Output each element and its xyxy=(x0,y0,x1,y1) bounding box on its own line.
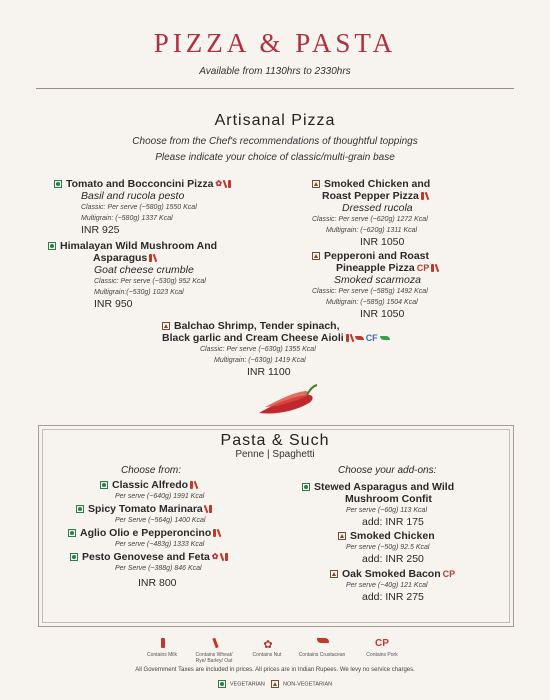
menu-item: Balchao Shrimp, Tender spinach, Black garlic and Cream Cheese Aioli CF Classic: Per serve (~630g) 1355 Kcal Multigrain: (~630g) 1419 Kcal INR 1100 xyxy=(162,320,462,378)
pork-icon: CP xyxy=(375,638,389,649)
milk-icon xyxy=(228,180,231,188)
veg-icon xyxy=(68,529,76,537)
pizza-heading: Artisanal Pizza xyxy=(214,112,336,129)
wheat-icon xyxy=(212,638,218,648)
milk-icon xyxy=(149,254,152,262)
veg-icon xyxy=(100,481,108,489)
veg-icon xyxy=(48,242,56,250)
pork-icon: CP xyxy=(416,263,430,273)
milk-icon xyxy=(346,334,349,342)
menu-item: Pepperoni and Roast Pineapple Pizza CP Smoked scarmoza Classic: Per serve (~585g) 1492 Kcal Multigrain: (~585g) 1504 Kcal INR 1050 xyxy=(312,250,512,320)
wheat-icon xyxy=(435,264,440,272)
page-title: PIZZA & PASTA xyxy=(153,28,397,58)
nonveg-icon xyxy=(271,680,279,688)
wheat-icon xyxy=(349,334,354,342)
pizza-intro-2: Please indicate your choice of classic/multi-grain base xyxy=(155,152,395,163)
legend-wheat: Contains Wheat/ Rye/ Barley/ Oat xyxy=(184,638,244,664)
pasta-heading: Pasta & Such xyxy=(220,432,330,449)
choose-addons-label: Choose your add-ons: xyxy=(338,465,437,476)
leaf-icon xyxy=(380,336,390,340)
nonveg-icon xyxy=(162,322,170,330)
nut-icon: ✿ xyxy=(215,179,223,189)
veg-icon xyxy=(218,680,226,688)
addon-item: Stewed Asparagus and Wild Mushroom Confit Per serve (~60g) 113 Kcal add: INR 175 xyxy=(302,481,502,528)
wheat-icon xyxy=(425,192,430,200)
pizza-intro-1: Choose from the Chef's recommendations of thoughtful toppings xyxy=(132,136,418,147)
tax-disclaimer: All Government Taxes are included in prices. All prices are in Indian Rupees. We levy no service charges. xyxy=(135,667,415,673)
pasta-price: INR 800 xyxy=(138,577,177,589)
milk-icon xyxy=(161,638,165,648)
nonveg-icon xyxy=(312,252,320,260)
legend-crustacean: Contains Crustacean xyxy=(292,638,352,658)
veg-icon xyxy=(76,505,84,513)
cf-icon: CF xyxy=(365,333,378,343)
pasta-item: Aglio Olio e Pepperoncino Per serve (~483g) 1333 Kcal xyxy=(68,527,298,550)
pork-icon: CP xyxy=(442,569,456,579)
wheat-icon xyxy=(223,180,228,188)
addon-item: Smoked Chicken Per serve (~50g) 92.5 Kcal add: INR 250 xyxy=(338,530,508,565)
wheat-icon xyxy=(217,529,222,537)
nonveg-icon xyxy=(312,180,320,188)
menu-item: Tomato and Bocconcini Pizza ✿ Basil and rucola pesto Classic: Per serve (~580g) 1550 Kcal Multigrain: (~580g) 1337 Kcal INR 925 xyxy=(54,178,294,236)
divider xyxy=(36,88,514,89)
availability-text: Available from 1130hrs to 2330hrs xyxy=(199,66,351,77)
wheat-icon xyxy=(153,254,158,262)
nonveg-icon xyxy=(338,532,346,540)
legend-nut: ✿ Contains Nut xyxy=(252,639,282,658)
wheat-icon xyxy=(219,553,224,561)
veg-icon xyxy=(70,553,78,561)
milk-icon xyxy=(190,481,193,489)
milk-icon xyxy=(213,529,216,537)
legend-pork: CP Contains Pork xyxy=(366,638,398,658)
pasta-item: Pesto Genovese and Feta ✿ Per Serve (~388g) 846 Kcal xyxy=(70,551,300,574)
veg-icon xyxy=(302,483,310,491)
pasta-shapes: Penne | Spaghetti xyxy=(235,449,315,460)
pasta-item: Spicy Tomato Marinara Per Serve (~564g) 1400 Kcal xyxy=(76,503,296,526)
addon-item: Oak Smoked Bacon CP Per serve (~40g) 121 Kcal add: INR 275 xyxy=(330,568,505,603)
milk-icon xyxy=(225,553,228,561)
nut-icon: ✿ xyxy=(263,639,273,651)
menu-item: Himalayan Wild Mushroom And Asparagus Goat cheese crumble Classic: Per serve (~530g) 952 Kcal Multigrain:(~530g) 1023 Kcal INR 950 xyxy=(48,240,298,310)
milk-icon xyxy=(431,264,434,272)
veg-icon xyxy=(54,180,62,188)
nonveg-icon xyxy=(330,570,338,578)
choose-from-label: Choose from: xyxy=(121,465,182,476)
wheat-icon xyxy=(194,481,199,489)
nut-icon: ✿ xyxy=(211,552,219,562)
crustacean-icon xyxy=(317,638,329,643)
legend-milk: Contains Milk xyxy=(132,638,192,658)
pasta-item: Classic Alfredo Per serve (~640g) 1991 Kcal xyxy=(100,479,300,502)
crustacean-icon xyxy=(355,336,364,340)
milk-icon xyxy=(209,505,212,513)
wheat-icon xyxy=(203,505,208,513)
milk-icon xyxy=(421,192,424,200)
chili-illustration xyxy=(255,383,321,423)
veg-legend: VEGETARIAN NON-VEGETARIAN xyxy=(0,680,550,688)
menu-item: Smoked Chicken and Roast Pepper Pizza Dressed rucola Classic: Per serve (~620g) 1272 Kcal Multigrain: (~620g) 1311 Kcal INR 1050 xyxy=(312,178,431,248)
